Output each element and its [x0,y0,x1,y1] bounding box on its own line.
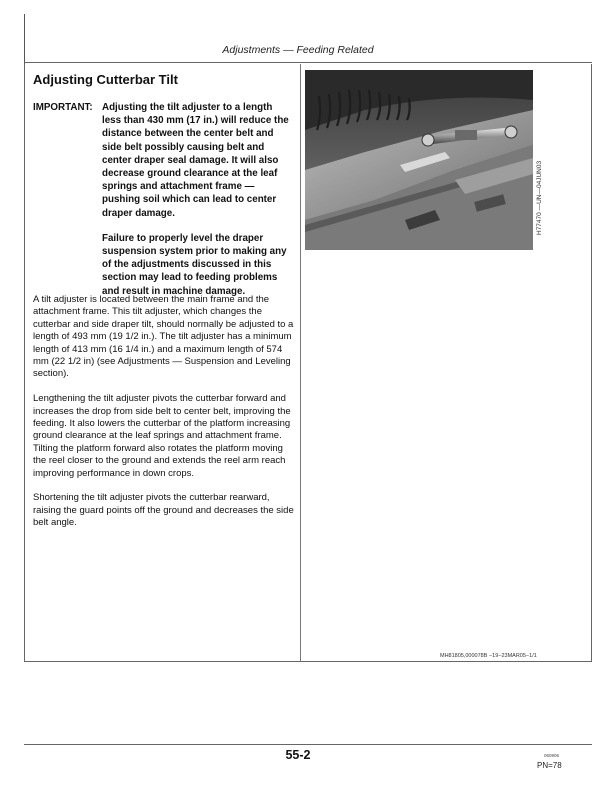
body-paragraph-2: Lengthening the tilt adjuster pivots the cutterbar forward and increases the drop from side belt to center belt, improving the feeding. It also lowers the cutterbar of the platform increasing ground clearance at the leaf springs and attachment frame. Tilting the platform forward also rotates the platform moving the reel closer to the ground and extends the reel arm reach improving performance in down crops. [33,393,291,479]
important-paragraph-2: Failure to properly level the draper suspension system prior to making any of the adjustments discussed in this section may lead to feeding problems and result in machine damage. [102,232,287,297]
header-rule [24,62,592,63]
column-divider [300,64,301,662]
important-label: IMPORTANT: [33,102,93,113]
tilt-adjuster-photo [305,70,533,250]
body-paragraph-1: A tilt adjuster is located between the main frame and the attachment frame. This tilt adjuster, which changes the cutterbar and side draper tilt, should normally be adjusted to a length of 493 mm (19 1/2 in.). The tilt adjuster has a minimum length of 413 mm (16 1/4 in.) and a maximum length of 574 mm (22 1/2 in) (see Adjustments — Suspension and Leveling section). [33,294,294,380]
body-paragraph-3: Shortening the tilt adjuster pivots the cutterbar rearward, raising the guard points off the ground and decreases the side belt angle. [33,492,294,529]
pn-label: PN=78 [537,761,562,770]
document-code: MH81805,000078B −19−23MAR05−1/1 [440,653,537,659]
running-head: Adjustments — Feeding Related [222,44,374,56]
footer-small-code: 060906 [544,753,560,758]
section-title: Adjusting Cutterbar Tilt [33,72,178,87]
frame-left-edge [24,14,25,64]
figure-id-label: H77470 —UN—04JUN03 [536,160,543,235]
body-text [33,294,295,542]
footer-rule [24,744,592,745]
important-notice [102,101,292,310]
page-number: 55-2 [285,748,311,762]
important-paragraph-1: Adjusting the tilt adjuster to a length less than 430 mm (17 in.) will reduce the distance between the center belt and side belt possibly causing belt and center draper seal damage. It will also decrease ground clearance at the leaf springs and attachment frame — pushing soil which can lead to center draper damage. [102,102,289,219]
